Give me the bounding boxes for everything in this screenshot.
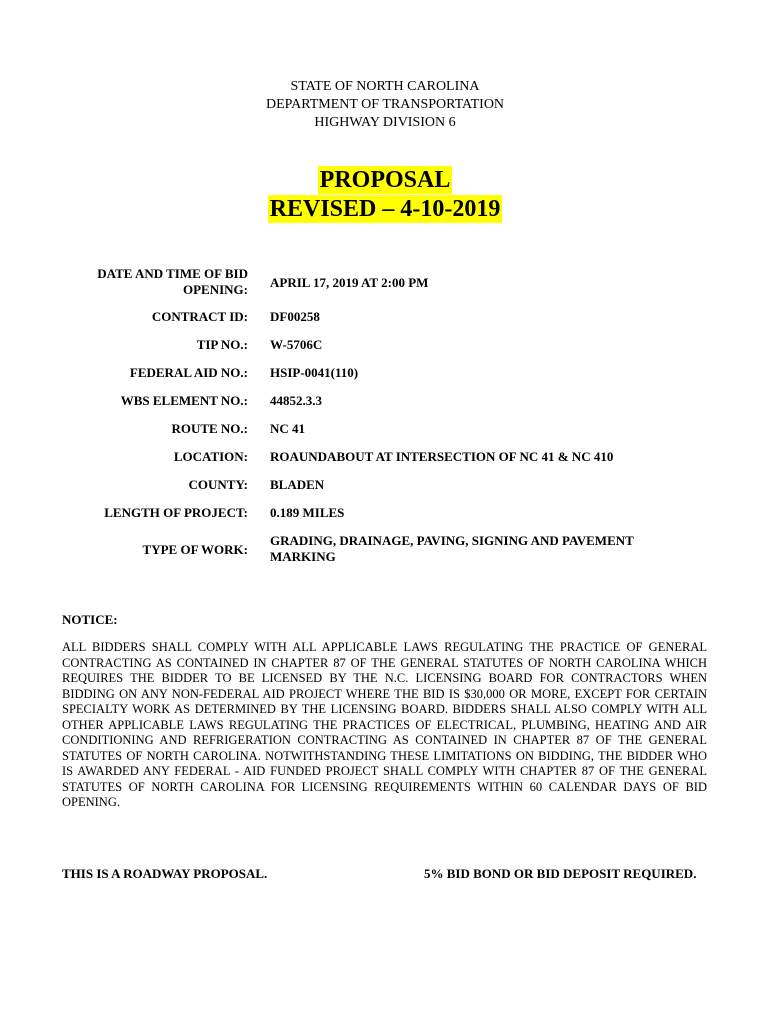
header-department: DEPARTMENT OF TRANSPORTATION bbox=[265, 97, 505, 112]
proposal-title-block bbox=[0, 166, 770, 223]
field-value-line2: MARKING bbox=[270, 549, 336, 564]
bid-bond-note: 5% BID BOND OR BID DEPOSIT REQUIRED. bbox=[424, 866, 697, 881]
revised-date: REVISED – 4-10-2019 bbox=[269, 196, 501, 222]
field-label: CONTRACT ID: bbox=[151, 309, 248, 324]
field-value: W-5706C bbox=[270, 337, 323, 352]
proposal-title: PROPOSAL bbox=[319, 167, 451, 193]
field-value-line1: GRADING, DRAINAGE, PAVING, SIGNING AND PAVEMENT bbox=[270, 533, 634, 548]
field-label-line2: OPENING: bbox=[183, 282, 248, 297]
agency-header bbox=[0, 78, 770, 132]
field-value: 44852.3.3 bbox=[270, 393, 322, 408]
field-value: NC 41 bbox=[270, 421, 306, 436]
field-label: LOCATION: bbox=[173, 449, 248, 464]
notice-heading: NOTICE: bbox=[62, 612, 118, 627]
field-value: ROAUNDABOUT AT INTERSECTION OF NC 41 & NC 410 bbox=[270, 449, 614, 464]
field-label: WBS ELEMENT NO.: bbox=[120, 393, 248, 408]
roadway-proposal-note: THIS IS A ROADWAY PROPOSAL. bbox=[62, 866, 268, 881]
field-value: HSIP-0041(110) bbox=[270, 365, 359, 380]
field-label: TIP NO.: bbox=[196, 337, 248, 352]
field-value: BLADEN bbox=[270, 477, 325, 492]
field-label: COUNTY: bbox=[188, 477, 248, 492]
field-value: APRIL 17, 2019 AT 2:00 PM bbox=[270, 275, 429, 290]
field-label: LENGTH OF PROJECT: bbox=[104, 505, 248, 520]
header-division: HIGHWAY DIVISION 6 bbox=[314, 115, 456, 130]
field-label: FEDERAL AID NO.: bbox=[129, 365, 248, 380]
field-value: DF00258 bbox=[270, 309, 320, 324]
notice-body: ALL BIDDERS SHALL COMPLY WITH ALL APPLICABLE LAWS REGULATING THE PRACTICE OF GENERAL CONTRACTING AS CONTAINED IN CHAPTER 87 OF THE GENERAL STATUTES OF NORTH CAROLINA WHICH REQUIRES THE BIDDER TO BE LICENSED BY THE N.C. LICENSING BOARD FOR CONTRACTORS WHEN BIDDING ON ANY NON-FEDERAL AID PROJECT WHERE THE BID IS $30,000 OR MORE, EXCEPT FOR CERTAIN SPECIALTY WORK AS DETERMINED BY THE LICENSING BOARD. BIDDERS SHALL ALSO COMPLY WITH ALL OTHER APPLICABLE LAWS REGULATING THE PRACTICES OF ELECTRICAL, PLUMBING, HEATING AND AIR CONDITIONING AND REFRIGERATION CONTRACTING AS CONTAINED IN CHAPTER 87 OF THE GENERAL STATUTES OF NORTH CAROLINA. NOTWITHSTANDING THESE LIMITATIONS ON BIDDING, THE BIDDER WHO IS AWARDED ANY FEDERAL - AID FUNDED PROJECT SHALL COMPLY WITH CHAPTER 87 OF THE GENERAL STATUTES OF NORTH CAROLINA FOR LICENSING REQUIREMENTS WITHIN 60 CALENDAR DAYS OF BID OPENING. bbox=[62, 640, 707, 809]
field-label-line1: DATE AND TIME OF BID bbox=[97, 266, 248, 281]
field-label bbox=[60, 266, 248, 298]
field-value bbox=[270, 533, 710, 565]
header-state: STATE OF NORTH CAROLINA bbox=[290, 79, 480, 94]
field-label: TYPE OF WORK: bbox=[142, 542, 248, 557]
field-value: 0.189 MILES bbox=[270, 505, 345, 520]
field-label: ROUTE NO.: bbox=[171, 421, 248, 436]
